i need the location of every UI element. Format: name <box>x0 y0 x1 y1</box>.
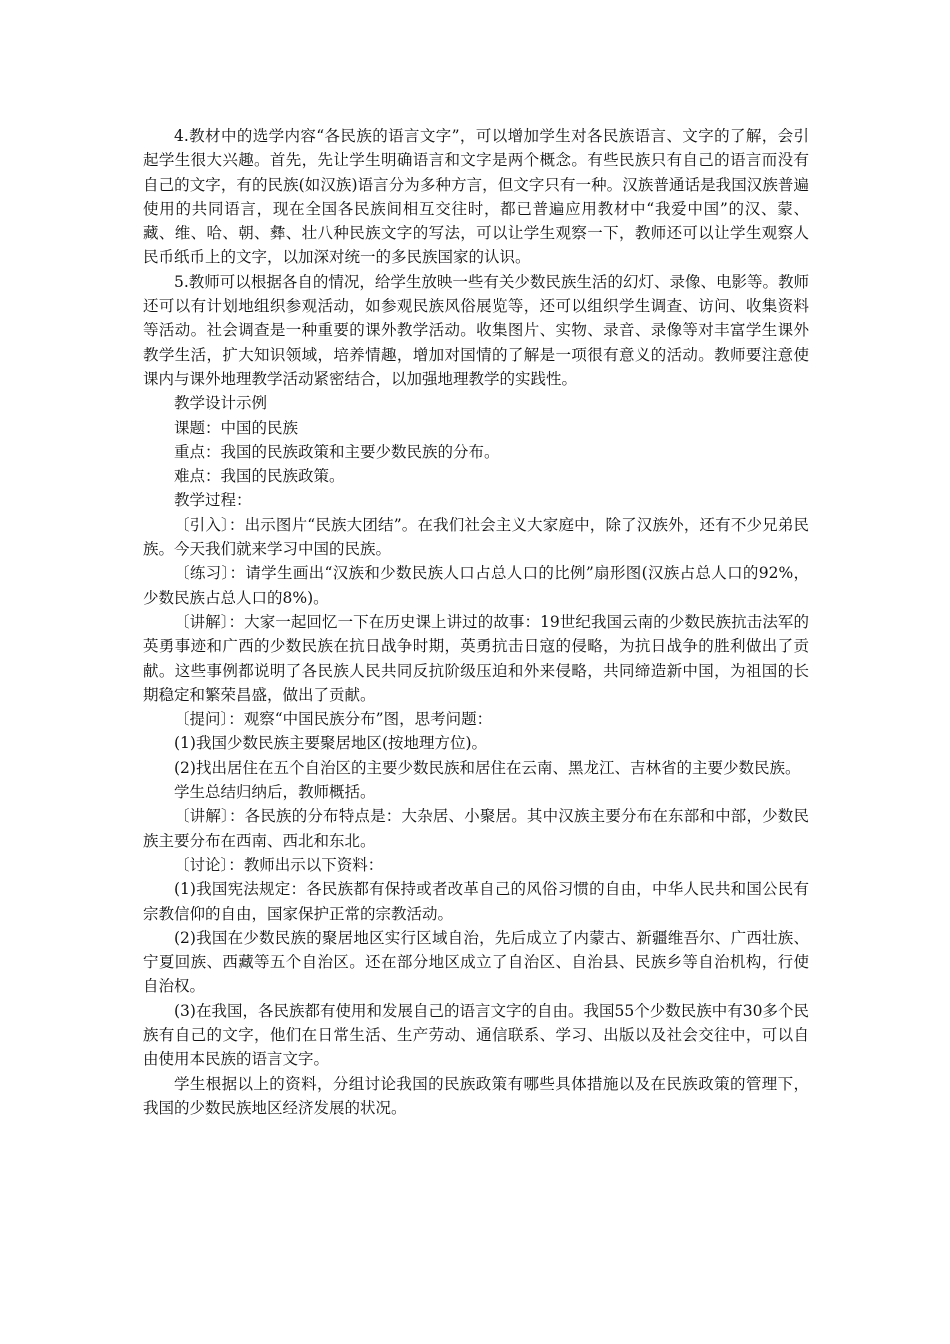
paragraph-activities: 5.教师可以根据各自的情况，给学生放映一些有关少数民族生活的幻灯、录像、电影等。教师还可以有计划地组织参观活动，如参观民族风俗展览等，还可以组织学生调查、访问、收集资料等活动。社会调查是一种重要的课外教学活动。收集图片、实物、录音、录像等对丰富学生课外教学生活，扩大知识领域，培养情趣，增加对国情的了解是一项很有意义的活动。教师要注意使课内与课外地理教学活动紧密结合，以加强地理教学的实践性。 <box>143 272 809 388</box>
group-discussion: 学生根据以上的资料，分组讨论我国的民族政策有哪些具体措施以及在民族政策的管理下，我国的少数民族地区经济发展的状况。 <box>143 1074 809 1117</box>
paragraph-language-text: 4.教材中的选学内容“各民族的语言文字”，可以增加学生对各民族语言、文字的了解，会引起学生很大兴趣。首先，先让学生明确语言和文字是两个概念。有些民族只有自己的语言而没有自己的文字，有的民族(如汉族)语言分为多种方言，但文字只有一种。汉族普通话是我国汉族普遍使用的共同语言，现在全国各民族间相互交往时，都已普遍应用教材中“我爱中国”的汉、蒙、藏、维、哈、朝、彝、壮八种民族文字的写法，可以让学生观察一下，教师还可以让学生观察人民币纸币上的文字，以加深对统一的多民族国家的认识。 <box>143 127 809 267</box>
lesson-difficulty: 难点：我国的民族政策。 <box>174 467 345 486</box>
teacher-summary: 学生总结归纳后，教师概括。 <box>174 783 376 802</box>
step-discussion: 〔讨论〕：教师出示以下资料： <box>174 855 384 874</box>
step-question: 〔提问〕：观察“中国民族分布”图，思考问题： <box>174 710 493 729</box>
material-item-2: (2)我国在少数民族的聚居地区实行区域自治，先后成立了内蒙古、新疆维吾尔、广西壮族、宁夏回族、西藏等五个自治区。还在部分地区成立了自治区、自治县、民族乡等自治机构，行使自治权。 <box>143 928 809 996</box>
material-item-1: (1)我国宪法规定：各民族都有保持或者改革自己的风俗习惯的自由，中华人民共和国公民有宗教信仰的自由，国家保护正常的宗教活动。 <box>143 880 809 923</box>
section-heading-design-example: 教学设计示例 <box>174 394 268 413</box>
step-introduction: 〔引入〕：出示图片“民族大团结”。在我们社会主义大家庭中，除了汉族外，还有不少兄弟民族。今天我们就来学习中国的民族。 <box>143 515 809 559</box>
material-item-3: (3)在我国，各民族都有使用和发展自己的语言文字的自由。我国55个少数民族中有30多个民族有自己的文字，他们在日常生活、生产劳动、通信联系、学习、出版以及社会交往中，可以自由使用本民族的语言文字。 <box>143 1001 809 1069</box>
question-item-1: (1)我国少数民族主要聚居地区(按地理方位)。 <box>174 734 488 753</box>
step-explanation-distribution: 〔讲解〕：各民族的分布特点是：大杂居、小聚居。其中汉族主要分布在东部和中部，少数民族主要分布在西南、西北和东北。 <box>143 807 809 850</box>
lesson-key-point: 重点：我国的民族政策和主要少数民族的分布。 <box>174 442 500 461</box>
question-item-2: (2)找出居住在五个自治区的主要少数民族和居住在云南、黑龙江、吉林省的主要少数民族。 <box>174 758 801 777</box>
teaching-process-heading: 教学过程： <box>174 491 252 510</box>
step-explanation-history: 〔讲解〕：大家一起回忆一下在历史课上讲过的故事：19世纪我国云南的少数民族抗击法军的英勇事迹和广西的少数民族在抗日战争时期，英勇抗击日寇的侵略，为抗日战争的胜利做出了贡献。这些事例都说明了各民族人民共同反抗阶级压迫和外来侵略，共同缔造新中国，为祖国的长期稳定和繁荣昌盛，做出了贡献。 <box>143 612 809 704</box>
lesson-topic: 课题：中国的民族 <box>174 418 299 437</box>
document-page <box>143 124 809 1120</box>
step-exercise: 〔练习〕：请学生画出“汉族和少数民族人口占总人口的比例”扇形图(汉族占总人口的92%，少数民族占总人口的8%)。 <box>143 564 809 607</box>
